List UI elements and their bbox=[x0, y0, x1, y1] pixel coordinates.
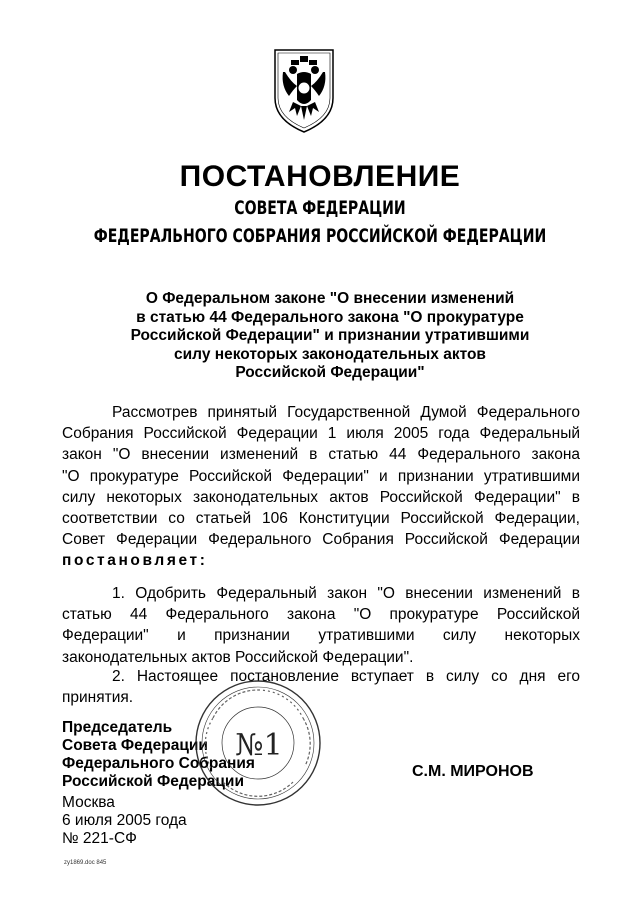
document-title: ПОСТАНОВЛЕНИЕ bbox=[179, 160, 461, 193]
document-subtitle-line2: ФЕДЕРАЛЬНОГО СОБРАНИЯ РОССИЙСКОЙ ФЕДЕРАЦИИ bbox=[93, 225, 547, 247]
signatory-position-line: Совета Федерации bbox=[62, 737, 208, 754]
decree-word: постановляет: bbox=[62, 552, 208, 570]
double-headed-eagle-icon bbox=[271, 46, 337, 134]
preamble-line: Рассмотрев принятый Государственной Думой Федерального bbox=[112, 404, 580, 421]
preamble-line: Совет Федерации Федерального Собрания Российской Федерации bbox=[62, 531, 580, 549]
stamp-number: №1 bbox=[235, 728, 283, 763]
signatory-position-line: Председатель bbox=[62, 719, 173, 736]
preamble-line: силу некоторых законодательных актов Российской Федерации" в bbox=[62, 488, 580, 506]
item-1-line: Федерации" и признании утратившими силу некоторых bbox=[62, 627, 580, 645]
preamble-line: соответствии со статьей 106 Конституции Российской Федерации, bbox=[62, 510, 580, 528]
issue-city: Москва bbox=[62, 794, 115, 811]
official-seal-stamp bbox=[193, 678, 323, 808]
heading-line: Российской Федерации" и признании утратившими bbox=[130, 327, 530, 344]
heading-line: О Федеральном законе "О внесении изменений bbox=[145, 290, 515, 307]
preamble-line: закон "О внесении изменений в статью 44 Федерального закона bbox=[62, 446, 580, 464]
item-1-line: 1. Одобрить Федеральный закон "О внесении изменений в bbox=[112, 585, 580, 602]
item-1-paragraph bbox=[62, 583, 580, 668]
item-1-line: законодательных актов Российской Федерации". bbox=[62, 648, 414, 666]
heading-line: Российской Федерации" bbox=[235, 364, 425, 381]
item-1-line: статью 44 Федерального закона "О прокуратуре Российской bbox=[62, 606, 580, 624]
item-2-line: принятия. bbox=[62, 689, 134, 707]
document-subtitle-line1: СОВЕТА ФЕДЕРАЦИИ bbox=[234, 197, 406, 219]
document-number: № 221-СФ bbox=[62, 830, 137, 847]
item-2-line: 2. Настоящее постановление вступает в силу со дня его bbox=[112, 668, 580, 685]
resolution-heading bbox=[60, 290, 600, 383]
signatory-position-line: Российской Федерации bbox=[62, 773, 244, 790]
signatory-position-line: Федерального Собрания bbox=[62, 755, 255, 772]
preamble-paragraph bbox=[62, 402, 580, 572]
preamble-line: "О прокуратуре Российской Федерации" и признании утратившими bbox=[62, 467, 580, 485]
document-footer bbox=[62, 794, 187, 848]
preamble-line: Собрания Российской Федерации 1 июля 2005 года Федеральный bbox=[62, 425, 580, 443]
signatory-name: С.М. МИРОНОВ bbox=[412, 763, 534, 780]
heading-line: в статью 44 Федерального закона "О прокуратуре bbox=[136, 308, 524, 326]
heading-line: силу некоторых законодательных актов bbox=[174, 345, 486, 363]
file-reference: zy1869.doc 845 bbox=[64, 860, 107, 866]
issue-date: 6 июля 2005 года bbox=[62, 812, 187, 829]
